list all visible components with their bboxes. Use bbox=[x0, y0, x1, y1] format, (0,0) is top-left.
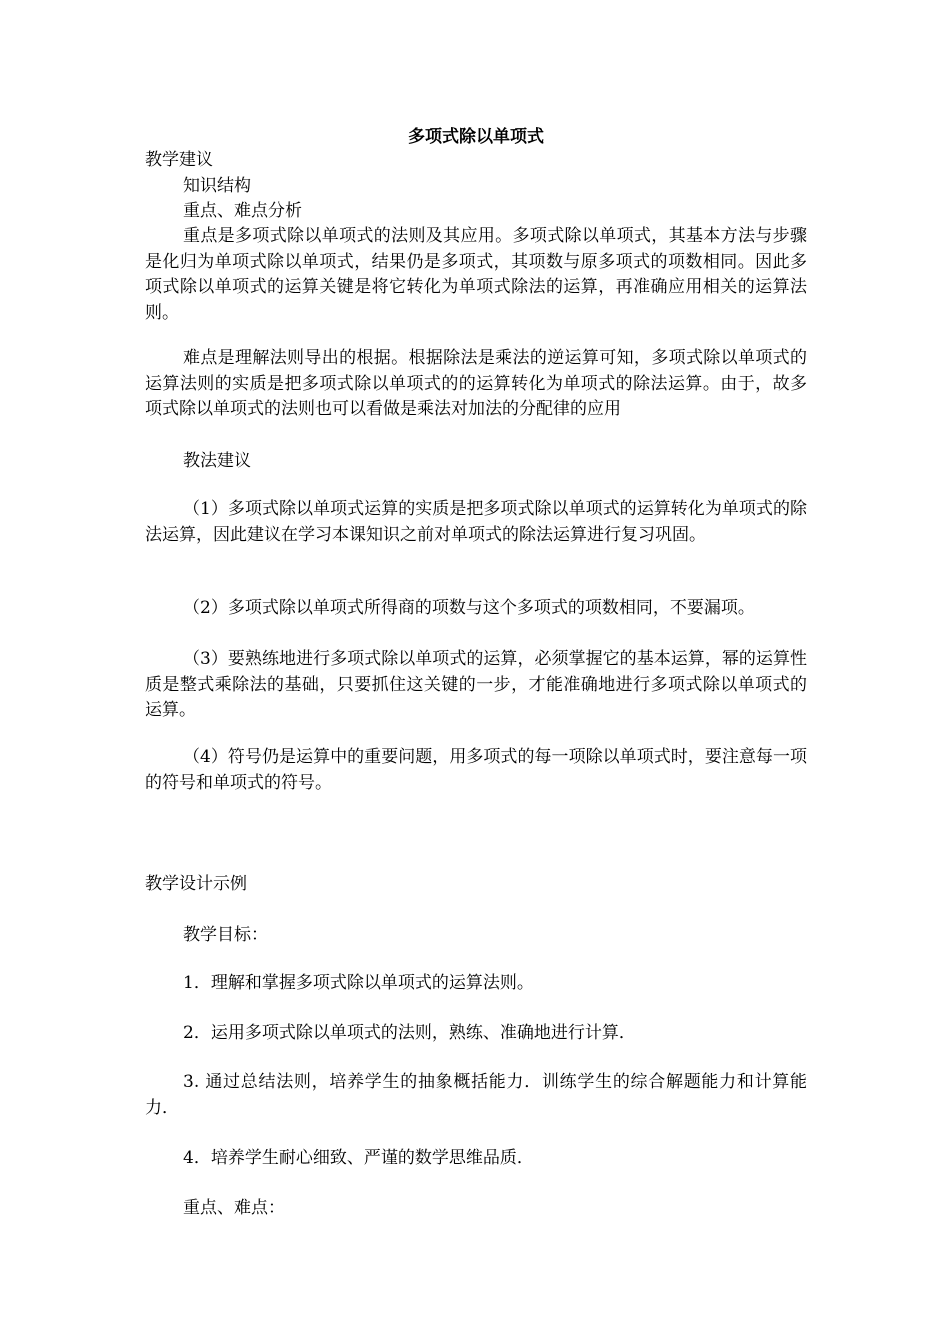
method-item-3: （3）要熟练地进行多项式除以单项式的运算，必须掌握它的基本运算，幂的运算性质是整式乘除法的基础，只要抓住这关键的一步，才能准确地进行多项式除以单项式的运算。 bbox=[145, 649, 807, 720]
goal-item-2: 2．运用多项式除以单项式的法则，熟练、准确地进行计算． bbox=[183, 1023, 636, 1043]
subheading-key-difficult: 重点、难点： bbox=[183, 1198, 285, 1218]
goal-item-1: 1．理解和掌握多项式除以单项式的运算法则。 bbox=[183, 973, 534, 993]
method-item-2: （2）多项式除以单项式所得商的项数与这个多项式的项数相同，不要漏项。 bbox=[183, 598, 755, 618]
section-teaching-suggestions: 教学建议 bbox=[145, 150, 213, 170]
method-item-4: （4）符号仍是运算中的重要问题，用多项式的每一项除以单项式时，要注意每一项的符号和单项式的符号。 bbox=[145, 747, 807, 793]
section-design-example: 教学设计示例 bbox=[145, 874, 247, 894]
paragraph-difficult-points: 难点是理解法则导出的根据。根据除法是乘法的逆运算可知，多项式除以单项式的运算法则的实质是把多项式除以单项式的的运算转化为单项式的除法运算。由于，故多项式除以单项式的法则也可以看做是乘法对加法的分配律的应用 bbox=[145, 348, 807, 419]
goal-item-3: 3. 通过总结法则，培养学生的抽象概括能力．训练学生的综合解题能力和计算能力． bbox=[145, 1072, 807, 1118]
subheading-teaching-method: 教法建议 bbox=[183, 451, 251, 471]
method-item-1: （1）多项式除以单项式运算的实质是把多项式除以单项式的运算转化为单项式的除法运算，因此建议在学习本课知识之前对单项式的除法运算进行复习巩固。 bbox=[145, 499, 807, 545]
subheading-key-difficult-analysis: 重点、难点分析 bbox=[183, 201, 302, 221]
goal-item-4: 4．培养学生耐心细致、严谨的数学思维品质． bbox=[183, 1148, 534, 1168]
document-title: 多项式除以单项式 bbox=[408, 127, 544, 147]
subheading-knowledge-structure: 知识结构 bbox=[183, 176, 251, 196]
paragraph-key-points: 重点是多项式除以单项式的法则及其应用。多项式除以单项式，其基本方法与步骤是化归为单项式除以单项式，结果仍是多项式，其项数与原多项式的项数相同。因此多项式除以单项式的运算关键是将它转化为单项式除法的运算，再准确应用相关的运算法则。 bbox=[145, 226, 807, 323]
subheading-teaching-goals: 教学目标： bbox=[183, 925, 268, 945]
